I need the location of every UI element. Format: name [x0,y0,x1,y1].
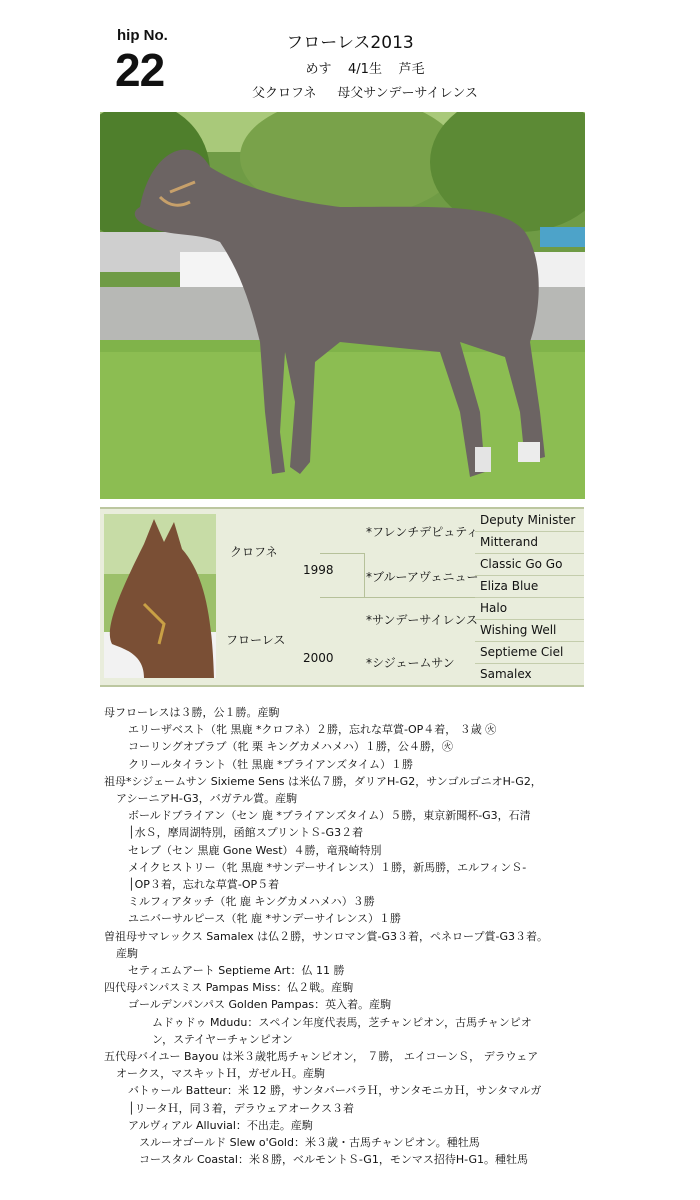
dam-name: フローレス [226,633,286,647]
dam-year: 2000 [303,651,334,665]
hip-number: 22 [115,44,165,96]
horse-name: フローレス2013 [286,33,414,53]
note-line: クリールタイラント（牡 黒鹿 *ブライアンズタイム）１勝 [128,757,413,771]
ancestor-g4: Samalex [475,663,584,684]
note-line: │水Ｓ，摩周湖特別，函館スプリントＳ-G3２着 [128,826,364,840]
note-line: セレブ（セン 黒鹿 Gone West）４勝，竜飛崎特別 [128,843,382,857]
note-line: エリーザベスト（牝 黒鹿 *クロフネ）２勝，忘れな草賞-OP４着， ３歳 ㊋ [128,723,497,737]
ancestor-g4: Halo [475,597,584,618]
coat-color: 芦毛 [398,62,425,77]
dam-photo [104,514,216,678]
note-line: │リータＨ，同３着，デラウェアオークス３着 [128,1101,354,1115]
note-line: コーリングオブラブ（牝 栗 キングカメハメハ）１勝，公４勝，㊋ [128,740,453,754]
ancestor-g4: Eliza Blue [475,575,584,596]
bracket-line [320,553,364,554]
ancestor-g4: Mitterand [475,531,584,552]
sire-year: 1998 [303,563,334,577]
ancestor-g4: Deputy Minister [480,513,576,527]
ancestor-g4: Wishing Well [475,619,584,640]
note-line: 四代母パンパスミス Pampas Miss：仏２戦。産駒 [104,981,354,995]
note-line: 五代母バイユー Bayou は米３歳牝馬チャンピオン， ７勝， エイコーンＳ， デラウェア [104,1050,539,1064]
note-line: 産駒 [116,946,138,960]
note-line: オークス，マスキットＨ，ガゼルＨ。産駒 [116,1067,325,1081]
hip-label: hip No. [117,27,168,44]
note-line: アシーニアH-G3，バガテル賞。産駒 [116,792,298,806]
note-line: バトゥール Batteur：米 12 勝，サンタバーバラＨ，サンタモニカＨ，サンタマルガ [128,1084,542,1098]
horse-photo [100,112,585,499]
sex: めす [305,62,332,77]
horse-profile [0,58,700,77]
dam-dam: *シジェームサン [366,656,455,670]
parentage [0,82,700,101]
sire-dam: *ブルーアヴェニュー [366,570,479,584]
sire-line: 父クロフネ [252,86,317,101]
dam-sire-line: 母父サンデーサイレンス [337,86,478,101]
note-line: │OP３着，忘れな草賞-OP５着 [128,878,280,892]
sire-name: クロフネ [230,545,278,559]
note-line: アルヴィアル Alluvial：不出走。産駒 [128,1118,313,1132]
note-line: 祖母*シジェームサン Sixieme Sens は米仏７勝，ダリアH-G2，サンゴルゴニオH-G2， [104,774,542,788]
bracket-line [320,597,475,598]
sire-sire: *フレンチデピュティ [366,525,479,539]
note-line: ン，ステイヤーチャンピオン [152,1032,293,1046]
bracket-line [364,553,365,597]
note-line: セティエムアート Septieme Art：仏 11 勝 [128,964,345,978]
ancestor-g4: Septieme Ciel [475,641,584,662]
note-line: ムドゥドゥ Mdudu：スペイン年度代表馬，芝チャンピオン，古馬チャンピオ [152,1015,532,1029]
ancestor-g4: Classic Go Go [475,553,584,574]
note-line: メイクヒストリー（牝 黒鹿 *サンデーサイレンス）１勝，新馬勝，エルフィンＳ- [128,860,527,874]
note-line: ゴールデンパンパス Golden Pampas：英入着。産駒 [128,998,392,1012]
note-line: 母フローレスは３勝，公１勝。産駒 [104,706,280,719]
pedigree-table [100,507,584,687]
note-line: スルーオゴールド Slew o'Gold：米３歳・古馬チャンピオン。種牡馬 [128,1136,480,1150]
note-line: コースタル Coastal：米８勝，ベルモントＳ-G1，モンマス招待H-G1。種牡馬 [128,1153,528,1167]
note-line: ボールドブライアン（セン 鹿 *ブライアンズタイム）５勝，東京新聞杯-G3，石清 [128,809,531,823]
family-notes [104,704,584,1168]
note-line: ユニバーサルピース（牝 鹿 *サンデーサイレンス）１勝 [128,912,402,926]
note-line: 曽祖母サマレックス Samalex は仏２勝，サンロマン賞-G3３着，ペネロープ賞-G3３着。 [104,929,548,943]
dam-sire: *サンデーサイレンス [366,613,478,627]
note-line: ミルフィアタッチ（牝 鹿 キングカメハメハ）３勝 [128,895,375,909]
birth-date: 4/1生 [348,62,382,77]
